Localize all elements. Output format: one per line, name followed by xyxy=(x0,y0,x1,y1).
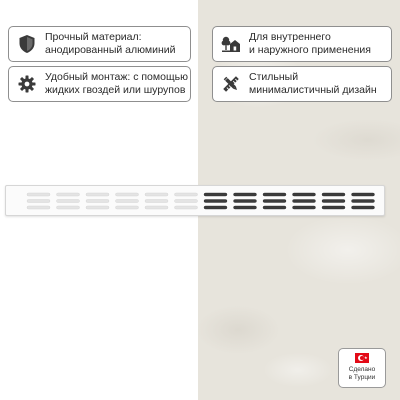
feature-text xyxy=(45,71,188,97)
turkey-flag-icon: ★ xyxy=(355,353,369,363)
feature-line: жидких гвоздей или шурупов xyxy=(45,84,186,96)
made-in-line: Сделано xyxy=(348,366,376,373)
vent-slot xyxy=(145,200,168,203)
vent-slot xyxy=(234,193,257,196)
vent-slot xyxy=(322,193,345,196)
vent-slot xyxy=(234,200,257,203)
vent-slot xyxy=(145,206,168,209)
vent-slot xyxy=(57,206,80,209)
vent-slot xyxy=(263,206,286,209)
feature-badge-design xyxy=(212,66,392,102)
vent-slot xyxy=(27,193,50,196)
vent-slot xyxy=(57,193,80,196)
feature-badge-mounting xyxy=(8,66,191,102)
feature-line: и наружного применения xyxy=(249,44,371,56)
feature-badge-usage xyxy=(212,26,392,62)
feature-line: Удобный монтаж: с помощью xyxy=(45,71,188,83)
vent-slot xyxy=(352,206,375,209)
vent-slot xyxy=(204,193,227,196)
feature-line: Для внутреннего xyxy=(249,31,331,43)
feature-line: минималистичный дизайн xyxy=(249,84,377,96)
shield-icon xyxy=(17,34,37,54)
vent-slot xyxy=(204,206,227,209)
vent-slots xyxy=(6,186,384,215)
vent-slot xyxy=(57,200,80,203)
vent-grille xyxy=(5,185,385,216)
vent-slot xyxy=(145,193,168,196)
vent-slot xyxy=(86,206,109,209)
feature-text xyxy=(45,31,175,57)
vent-slot xyxy=(322,206,345,209)
vent-slot xyxy=(293,200,316,203)
vent-slot xyxy=(27,200,50,203)
pencil-ruler-icon xyxy=(221,74,241,94)
feature-badge-material xyxy=(8,26,191,62)
vent-slot xyxy=(27,206,50,209)
made-in-badge xyxy=(338,348,386,388)
vent-slot xyxy=(352,200,375,203)
feature-text xyxy=(249,71,377,97)
vent-slot xyxy=(116,206,139,209)
vent-slot xyxy=(86,193,109,196)
vent-slot xyxy=(175,206,198,209)
house-tree-icon xyxy=(221,34,241,54)
vent-slot xyxy=(322,200,345,203)
feature-line: Стильный xyxy=(249,71,299,83)
vent-slot xyxy=(234,206,257,209)
vent-slot xyxy=(263,193,286,196)
vent-slot xyxy=(263,200,286,203)
made-in-line: в Турции xyxy=(348,374,376,381)
vent-slot xyxy=(352,193,375,196)
vent-slot xyxy=(293,193,316,196)
vent-slot xyxy=(116,200,139,203)
feature-line: Прочный материал: xyxy=(45,31,142,43)
feature-text xyxy=(249,31,371,57)
vent-slot xyxy=(175,200,198,203)
vent-slot xyxy=(86,200,109,203)
feature-line: анодированный алюминий xyxy=(45,44,176,56)
vent-slot xyxy=(204,200,227,203)
vent-slot xyxy=(293,206,316,209)
vent-slot xyxy=(116,193,139,196)
gear-icon xyxy=(17,74,37,94)
vent-slot xyxy=(175,193,198,196)
